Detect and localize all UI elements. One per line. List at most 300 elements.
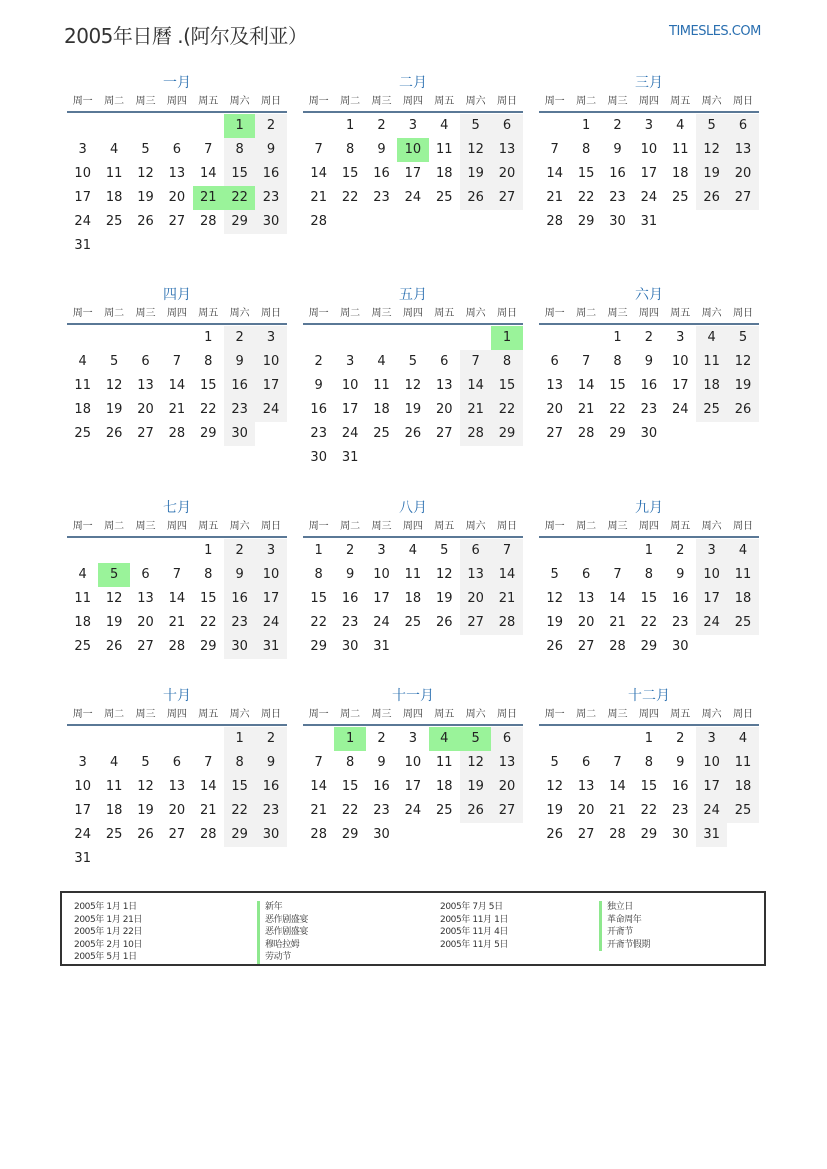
day-cell: 21 bbox=[609, 803, 626, 818]
day-cell: 8 bbox=[644, 755, 653, 770]
day-cell: 20 bbox=[491, 162, 522, 186]
day-cell: 27 bbox=[546, 426, 563, 441]
day-cell: 13 bbox=[460, 563, 491, 587]
day-cell: 22 bbox=[224, 799, 255, 823]
day-cell: 4 bbox=[78, 567, 87, 582]
day-cell: 27 bbox=[491, 799, 522, 823]
day-cell: 27 bbox=[460, 611, 491, 635]
day-cell: 25 bbox=[74, 426, 91, 441]
empty-day-cell bbox=[67, 326, 98, 350]
day-cell: 29 bbox=[224, 210, 255, 234]
site-brand[interactable]: TIMESLES.COM bbox=[669, 24, 761, 39]
weekday-label: 周四 bbox=[166, 709, 187, 720]
day-cell: 16 bbox=[373, 779, 390, 794]
day-cell: 9 bbox=[224, 563, 255, 587]
day-cell: 23 bbox=[255, 186, 286, 210]
day-cell: 26 bbox=[460, 186, 491, 210]
day-grid bbox=[539, 726, 759, 847]
day-cell: 6 bbox=[581, 567, 591, 582]
day-cell: 18 bbox=[74, 615, 91, 630]
day-cell: 11 bbox=[373, 378, 390, 393]
weekday-label: 周四 bbox=[638, 709, 659, 720]
day-cell: 11 bbox=[727, 563, 758, 587]
day-cell: 25 bbox=[435, 190, 453, 205]
empty-day-cell bbox=[98, 326, 129, 350]
weekday-header bbox=[303, 93, 523, 113]
day-cell: 19 bbox=[460, 162, 491, 186]
day-cell: 19 bbox=[460, 775, 491, 799]
weekday-label: 周一 bbox=[308, 709, 329, 720]
day-cell: 13 bbox=[435, 378, 453, 393]
day-cell: 11 bbox=[671, 142, 689, 157]
day-cell: 11 bbox=[696, 350, 727, 374]
weekday-label: 周四 bbox=[402, 308, 423, 319]
day-cell: 5 bbox=[109, 354, 119, 369]
day-cell: 5 bbox=[696, 114, 727, 138]
day-cell: 17 bbox=[640, 166, 658, 181]
day-cell: 3 bbox=[696, 539, 727, 563]
day-cell: 23 bbox=[609, 190, 626, 205]
empty-day-cell bbox=[602, 727, 633, 751]
weekday-label: 周六 bbox=[465, 709, 486, 720]
day-cell: 3 bbox=[644, 118, 653, 133]
day-cell: 4 bbox=[109, 142, 119, 157]
weekday-label: 周二 bbox=[104, 709, 125, 720]
legend-holiday-name: 劳动节 bbox=[257, 951, 308, 964]
day-cell: 24 bbox=[255, 611, 286, 635]
day-cell: 31 bbox=[341, 450, 359, 465]
day-cell: 26 bbox=[404, 426, 422, 441]
day-cell: 7 bbox=[204, 142, 213, 157]
day-cell: 19 bbox=[404, 402, 422, 417]
weekday-label: 周二 bbox=[340, 709, 361, 720]
day-cell: 21 bbox=[460, 398, 491, 422]
day-cell: 5 bbox=[141, 142, 150, 157]
day-cell: 28 bbox=[199, 827, 217, 842]
month-calendar bbox=[539, 498, 759, 659]
day-cell: 29 bbox=[491, 422, 522, 446]
day-cell: 24 bbox=[404, 803, 422, 818]
day-cell: 11 bbox=[435, 755, 453, 770]
legend-date: 2005年 1月 1日 bbox=[74, 902, 137, 912]
day-cell: 21 bbox=[546, 190, 563, 205]
day-cell: 26 bbox=[105, 426, 123, 441]
day-cell: 18 bbox=[74, 402, 91, 417]
day-cell: 16 bbox=[310, 402, 327, 417]
day-grid bbox=[303, 113, 523, 234]
empty-day-cell bbox=[130, 727, 161, 751]
day-cell: 26 bbox=[696, 186, 727, 210]
day-cell: 14 bbox=[168, 591, 186, 606]
day-cell: 10 bbox=[696, 751, 727, 775]
legend-dates-right bbox=[440, 901, 508, 951]
day-cell: 22 bbox=[341, 803, 359, 818]
day-cell: 11 bbox=[74, 591, 91, 606]
page-title: 2005年日曆 .(阿尔及利亚） bbox=[64, 24, 308, 48]
day-cell: 8 bbox=[224, 138, 255, 162]
day-grid bbox=[539, 325, 759, 446]
day-cell: 6 bbox=[172, 755, 181, 770]
day-cell: 22 bbox=[491, 398, 522, 422]
weekday-label: 周四 bbox=[166, 308, 187, 319]
day-cell: 15 bbox=[640, 591, 658, 606]
day-cell: 5 bbox=[727, 326, 758, 350]
empty-day-cell bbox=[161, 326, 192, 350]
day-cell: 31 bbox=[640, 214, 658, 229]
day-cell: 8 bbox=[314, 567, 323, 582]
legend-date: 2005年 7月 5日 bbox=[440, 902, 503, 912]
day-cell: 14 bbox=[168, 378, 186, 393]
day-cell: 5 bbox=[460, 114, 491, 138]
weekday-label: 周一 bbox=[72, 308, 93, 319]
day-cell: 30 bbox=[224, 422, 255, 446]
weekday-header bbox=[67, 518, 287, 538]
day-cell: 9 bbox=[314, 378, 323, 393]
day-cell: 22 bbox=[577, 190, 595, 205]
day-cell: 27 bbox=[168, 214, 186, 229]
day-cell: 30 bbox=[671, 827, 689, 842]
day-cell: 31 bbox=[74, 238, 91, 253]
day-cell: 30 bbox=[341, 639, 359, 654]
day-cell: 26 bbox=[435, 615, 453, 630]
day-cell: 22 bbox=[199, 402, 217, 417]
day-cell: 28 bbox=[310, 827, 327, 842]
empty-day-cell bbox=[67, 539, 98, 563]
weekday-label: 周日 bbox=[261, 709, 282, 720]
day-cell: 28 bbox=[199, 214, 217, 229]
weekday-header bbox=[539, 706, 759, 726]
day-cell: 12 bbox=[696, 138, 727, 162]
weekday-label: 周六 bbox=[465, 521, 486, 532]
weekday-label: 周日 bbox=[733, 308, 754, 319]
day-cell: 7 bbox=[581, 354, 591, 369]
day-cell: 11 bbox=[435, 142, 453, 157]
day-cell: 24 bbox=[696, 799, 727, 823]
month-calendar bbox=[539, 686, 759, 847]
day-cell: 21 bbox=[199, 803, 217, 818]
day-cell: 25 bbox=[404, 615, 422, 630]
legend-holiday-name: 开斋节 bbox=[599, 926, 650, 939]
day-cell: 2 bbox=[644, 330, 653, 345]
day-cell: 30 bbox=[255, 823, 286, 847]
day-cell: 25 bbox=[671, 190, 689, 205]
weekday-label: 周二 bbox=[576, 96, 597, 107]
day-cell: 14 bbox=[609, 779, 626, 794]
month-name: 九月 bbox=[635, 500, 663, 516]
day-cell: 13 bbox=[546, 378, 563, 393]
weekday-label: 周五 bbox=[434, 96, 455, 107]
day-cell: 12 bbox=[460, 751, 491, 775]
empty-day-cell bbox=[397, 326, 428, 350]
day-cell: 16 bbox=[341, 591, 359, 606]
day-cell: 24 bbox=[671, 402, 689, 417]
day-cell: 22 bbox=[310, 615, 327, 630]
day-cell: 29 bbox=[577, 214, 595, 229]
weekday-label: 周二 bbox=[340, 308, 361, 319]
weekday-label: 周四 bbox=[402, 96, 423, 107]
day-cell: 31 bbox=[696, 823, 727, 847]
day-cell: 12 bbox=[727, 350, 758, 374]
day-cell: 9 bbox=[676, 567, 685, 582]
day-cell: 20 bbox=[137, 615, 154, 630]
day-cell: 19 bbox=[727, 374, 758, 398]
day-cell: 5 bbox=[550, 755, 559, 770]
day-cell: 17 bbox=[255, 374, 286, 398]
weekday-label: 周三 bbox=[135, 96, 156, 107]
empty-day-cell bbox=[539, 539, 570, 563]
day-cell: 17 bbox=[404, 779, 422, 794]
day-cell: 5 bbox=[440, 543, 449, 558]
day-cell: 20 bbox=[491, 775, 522, 799]
weekday-label: 周五 bbox=[670, 521, 691, 532]
day-cell: 13 bbox=[577, 779, 595, 794]
day-cell: 15 bbox=[310, 591, 327, 606]
day-cell: 14 bbox=[460, 374, 491, 398]
day-cell: 19 bbox=[546, 803, 563, 818]
legend-date: 2005年 1月 22日 bbox=[74, 927, 143, 937]
day-cell: 29 bbox=[224, 823, 255, 847]
empty-day-cell bbox=[130, 114, 161, 138]
empty-day-cell bbox=[161, 727, 192, 751]
day-cell: 13 bbox=[577, 591, 595, 606]
day-cell: 23 bbox=[373, 803, 390, 818]
day-cell: 9 bbox=[255, 751, 286, 775]
empty-day-cell bbox=[303, 114, 334, 138]
day-cell: 9 bbox=[613, 142, 622, 157]
day-cell: 28 bbox=[609, 639, 626, 654]
day-cell: 20 bbox=[577, 615, 595, 630]
weekday-label: 周二 bbox=[576, 521, 597, 532]
holiday-day-cell: 21 bbox=[193, 186, 224, 210]
day-cell: 10 bbox=[640, 142, 658, 157]
holiday-day-cell: 1 bbox=[334, 727, 365, 751]
day-cell: 12 bbox=[105, 591, 123, 606]
holiday-day-cell: 1 bbox=[224, 114, 255, 138]
day-cell: 30 bbox=[310, 450, 327, 465]
month-name: 六月 bbox=[635, 287, 663, 303]
day-cell: 1 bbox=[224, 727, 255, 751]
month-calendar bbox=[303, 285, 523, 470]
month-calendar bbox=[539, 285, 759, 446]
day-cell: 30 bbox=[609, 214, 626, 229]
day-cell: 23 bbox=[224, 398, 255, 422]
weekday-label: 周日 bbox=[497, 521, 518, 532]
day-cell: 15 bbox=[199, 591, 217, 606]
month-name: 十一月 bbox=[392, 688, 434, 704]
day-cell: 3 bbox=[676, 330, 685, 345]
day-cell: 26 bbox=[137, 214, 154, 229]
weekday-label: 周四 bbox=[638, 308, 659, 319]
day-cell: 13 bbox=[137, 378, 154, 393]
legend-date: 2005年 5月 1日 bbox=[74, 952, 137, 962]
day-cell: 7 bbox=[314, 142, 323, 157]
day-cell: 28 bbox=[609, 827, 626, 842]
day-cell: 8 bbox=[204, 354, 213, 369]
day-cell: 14 bbox=[577, 378, 595, 393]
empty-day-cell bbox=[539, 114, 570, 138]
weekday-header bbox=[303, 305, 523, 325]
day-cell: 15 bbox=[577, 166, 595, 181]
weekday-label: 周一 bbox=[308, 96, 329, 107]
day-cell: 23 bbox=[671, 615, 689, 630]
day-cell: 30 bbox=[224, 635, 255, 659]
day-grid bbox=[303, 538, 523, 659]
empty-day-cell bbox=[130, 326, 161, 350]
empty-day-cell bbox=[429, 326, 460, 350]
day-cell: 6 bbox=[141, 567, 150, 582]
weekday-header bbox=[539, 518, 759, 538]
day-cell: 24 bbox=[74, 214, 91, 229]
day-cell: 13 bbox=[137, 591, 154, 606]
day-cell: 4 bbox=[676, 118, 685, 133]
day-cell: 21 bbox=[310, 803, 327, 818]
day-cell: 16 bbox=[255, 775, 286, 799]
day-cell: 18 bbox=[373, 402, 390, 417]
weekday-label: 周二 bbox=[104, 521, 125, 532]
weekday-label: 周一 bbox=[544, 521, 565, 532]
day-cell: 25 bbox=[435, 803, 453, 818]
month-name: 二月 bbox=[399, 75, 427, 91]
day-cell: 10 bbox=[255, 350, 286, 374]
day-cell: 3 bbox=[345, 354, 355, 369]
day-grid bbox=[67, 113, 287, 258]
month-calendar bbox=[67, 498, 287, 659]
day-cell: 19 bbox=[696, 162, 727, 186]
month-name: 十月 bbox=[163, 688, 191, 704]
day-cell: 15 bbox=[640, 779, 658, 794]
day-cell: 1 bbox=[204, 543, 213, 558]
weekday-label: 周五 bbox=[434, 308, 455, 319]
holiday-day-cell: 5 bbox=[460, 727, 491, 751]
legend-date: 2005年 11月 5日 bbox=[440, 939, 509, 950]
weekday-header bbox=[67, 305, 287, 325]
day-cell: 31 bbox=[74, 851, 91, 866]
day-cell: 14 bbox=[546, 166, 563, 181]
day-cell: 28 bbox=[546, 214, 563, 229]
day-cell: 2 bbox=[377, 118, 386, 133]
day-cell: 21 bbox=[609, 615, 626, 630]
day-cell: 20 bbox=[435, 402, 453, 417]
weekday-label: 周日 bbox=[733, 709, 754, 720]
day-cell: 7 bbox=[613, 755, 622, 770]
day-cell: 27 bbox=[137, 639, 154, 654]
day-cell: 23 bbox=[671, 803, 689, 818]
weekday-label: 周六 bbox=[229, 709, 250, 720]
weekday-label: 周二 bbox=[104, 96, 125, 107]
weekday-label: 周六 bbox=[229, 308, 250, 319]
day-cell: 18 bbox=[105, 803, 123, 818]
weekday-label: 周一 bbox=[308, 308, 329, 319]
day-cell: 18 bbox=[105, 190, 123, 205]
weekday-label: 周五 bbox=[434, 521, 455, 532]
day-cell: 6 bbox=[727, 114, 758, 138]
weekday-label: 周四 bbox=[402, 709, 423, 720]
day-cell: 2 bbox=[676, 731, 685, 746]
legend-date: 2005年 11月 4日 bbox=[440, 927, 509, 937]
day-cell: 17 bbox=[696, 587, 727, 611]
day-cell: 29 bbox=[199, 426, 217, 441]
day-cell: 4 bbox=[377, 354, 386, 369]
day-cell: 16 bbox=[255, 162, 286, 186]
day-cell: 3 bbox=[696, 727, 727, 751]
day-cell: 17 bbox=[373, 591, 390, 606]
empty-day-cell bbox=[67, 727, 98, 751]
day-cell: 23 bbox=[224, 611, 255, 635]
day-cell: 29 bbox=[199, 639, 217, 654]
day-cell: 10 bbox=[341, 378, 359, 393]
weekday-label: 周一 bbox=[72, 96, 93, 107]
weekday-label: 周二 bbox=[340, 521, 361, 532]
weekday-label: 周六 bbox=[701, 709, 722, 720]
day-cell: 24 bbox=[640, 190, 658, 205]
day-cell: 12 bbox=[435, 567, 453, 582]
empty-day-cell bbox=[130, 539, 161, 563]
day-grid bbox=[303, 325, 523, 470]
weekday-label: 周六 bbox=[701, 96, 722, 107]
day-cell: 3 bbox=[408, 731, 417, 746]
day-cell: 10 bbox=[74, 166, 91, 181]
day-cell: 15 bbox=[199, 378, 217, 393]
day-cell: 20 bbox=[168, 803, 186, 818]
weekday-label: 周三 bbox=[135, 308, 156, 319]
month-calendar bbox=[303, 498, 523, 659]
month-name: 一月 bbox=[163, 75, 191, 91]
day-cell: 21 bbox=[491, 587, 522, 611]
day-cell: 6 bbox=[172, 142, 181, 157]
day-cell: 30 bbox=[373, 827, 390, 842]
day-cell: 11 bbox=[727, 751, 758, 775]
day-cell: 4 bbox=[440, 118, 449, 133]
day-cell: 29 bbox=[640, 827, 658, 842]
month-name: 十二月 bbox=[628, 688, 670, 704]
day-cell: 10 bbox=[373, 567, 390, 582]
weekday-label: 周三 bbox=[607, 308, 628, 319]
day-cell: 14 bbox=[199, 779, 217, 794]
day-cell: 26 bbox=[137, 827, 154, 842]
empty-day-cell bbox=[67, 114, 98, 138]
day-cell: 8 bbox=[204, 567, 213, 582]
day-cell: 3 bbox=[78, 755, 87, 770]
legend-names-right bbox=[599, 901, 650, 951]
day-cell: 28 bbox=[491, 611, 522, 635]
holiday-day-cell: 22 bbox=[224, 186, 255, 210]
day-cell: 27 bbox=[491, 186, 522, 210]
day-cell: 12 bbox=[460, 138, 491, 162]
day-cell: 10 bbox=[255, 563, 286, 587]
day-cell: 19 bbox=[137, 803, 154, 818]
weekday-label: 周五 bbox=[198, 709, 219, 720]
weekday-header bbox=[303, 706, 523, 726]
day-cell: 3 bbox=[408, 118, 417, 133]
day-cell: 1 bbox=[644, 543, 653, 558]
day-cell: 17 bbox=[74, 190, 91, 205]
weekday-label: 周二 bbox=[340, 96, 361, 107]
weekday-label: 周日 bbox=[261, 96, 282, 107]
day-cell: 2 bbox=[676, 543, 685, 558]
weekday-label: 周三 bbox=[607, 709, 628, 720]
weekday-label: 周五 bbox=[670, 308, 691, 319]
weekday-label: 周三 bbox=[371, 521, 392, 532]
day-cell: 2 bbox=[224, 326, 255, 350]
legend-date: 2005年 1月 21日 bbox=[74, 914, 143, 925]
day-cell: 11 bbox=[74, 378, 91, 393]
month-calendar bbox=[303, 686, 523, 847]
day-cell: 3 bbox=[255, 539, 286, 563]
day-cell: 27 bbox=[577, 639, 595, 654]
weekday-label: 周日 bbox=[261, 521, 282, 532]
weekday-label: 周三 bbox=[371, 709, 392, 720]
day-cell: 19 bbox=[435, 591, 453, 606]
